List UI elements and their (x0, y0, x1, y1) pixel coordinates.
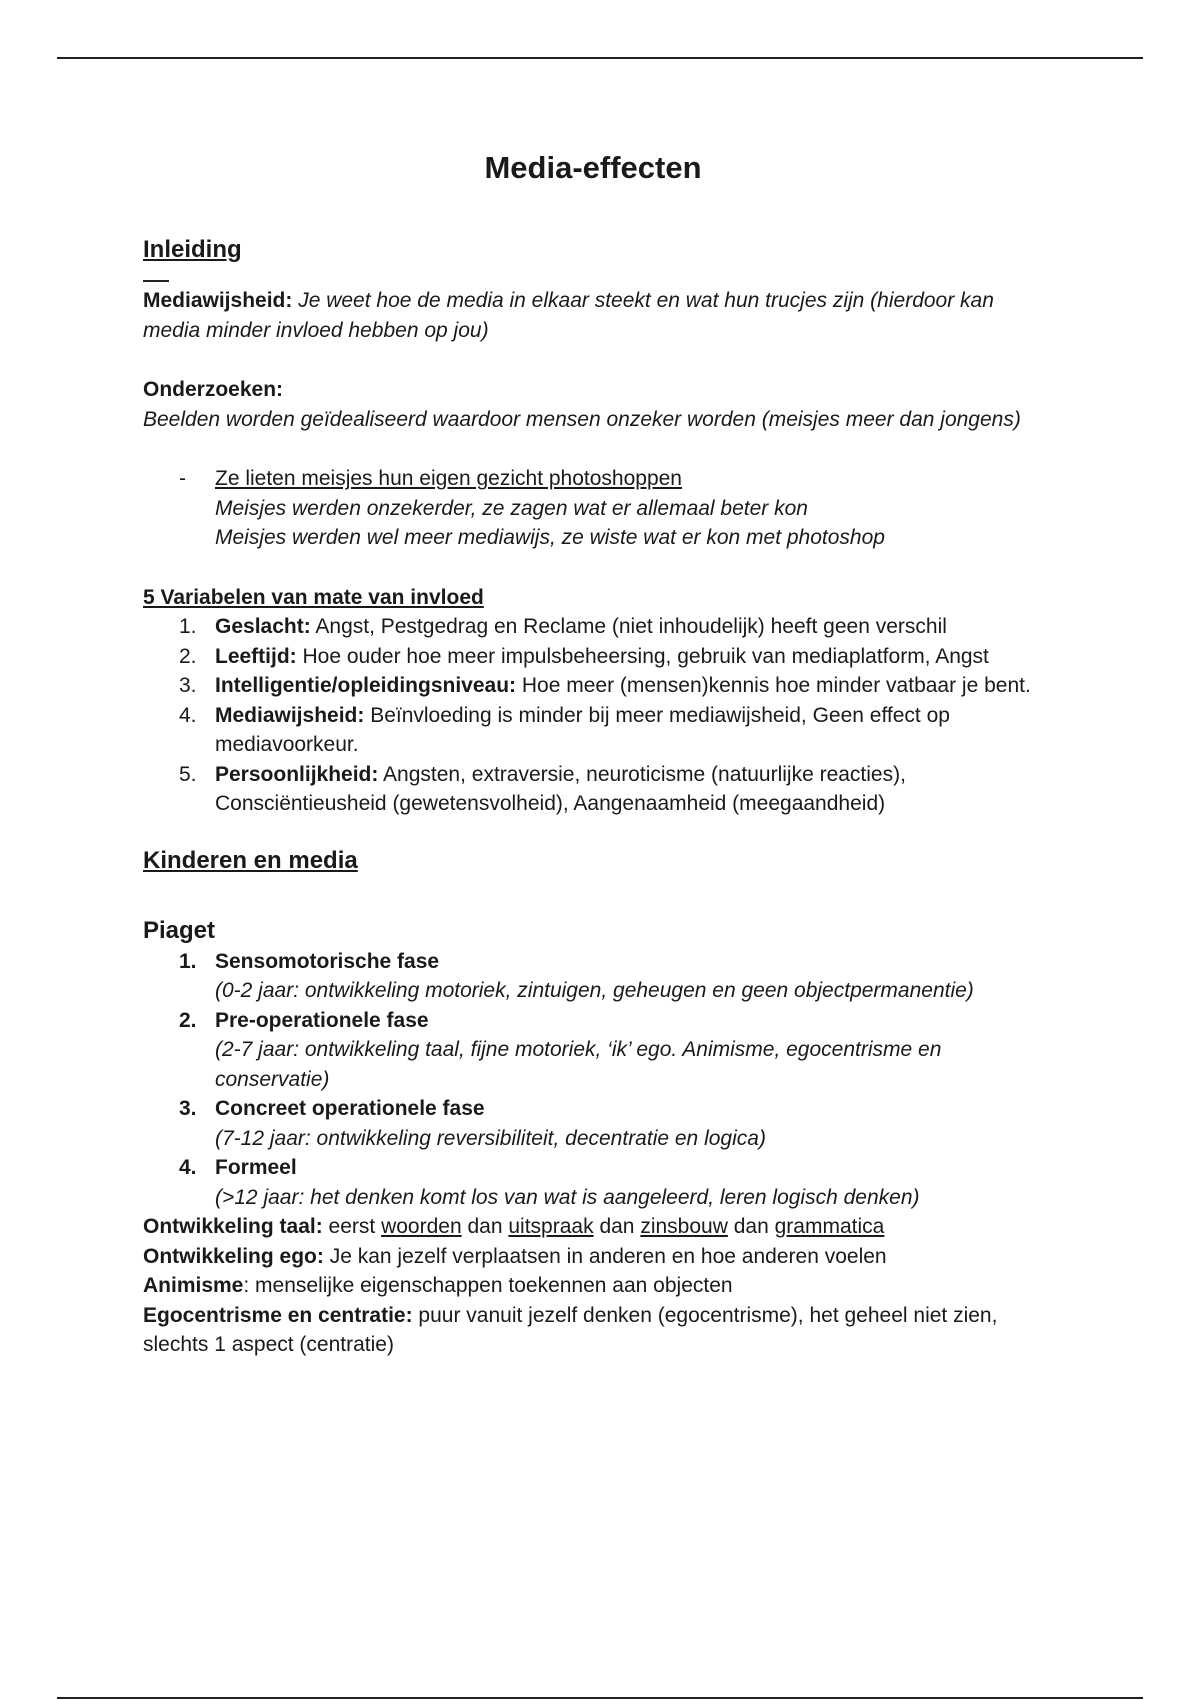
bullet-title: Ze lieten meisjes hun eigen gezicht photoshoppen (215, 467, 682, 490)
page-title: Media-effecten (484, 150, 702, 185)
list-item: 1. Sensomotorische fase (0-2 jaar: ontwikkeling motoriek, zintuigen, geheugen en geen objectpermanentie) (179, 949, 974, 1002)
list-item: 2. Leeftijd: Hoe ouder hoe meer impulsbeheersing, gebruik van mediaplatform, Angst (179, 644, 989, 668)
variabelen-list (143, 612, 1043, 819)
short-dash (143, 280, 169, 282)
egocentrisme-paragraph: Egocentrisme en centratie: puur vanuit jezelf denken (egocentrisme), het geheel niet zien, slechts 1 aspect (centratie) (143, 1303, 998, 1356)
heading-inleiding: Inleiding (143, 236, 242, 263)
list-item: 5. Persoonlijkheid: Angsten, extraversie, neuroticisme (natuurlijke reacties), Consciëntieusheid (gewetensvolheid), Aangenaamheid (meegaandheid) (179, 762, 906, 815)
heading-piaget: Piaget (143, 916, 216, 944)
bullet-line: Meisjes werden wel meer mediawijs, ze wiste wat er kon met photoshop (215, 526, 885, 549)
list-item: 4. Formeel (>12 jaar: het denken komt los van wat is aangeleerd, leren logisch denken) (179, 1156, 920, 1209)
piaget-list (143, 947, 1043, 1213)
onderzoeken-text: Beelden worden geïdealiseerd waardoor mensen onzeker worden (meisjes meer dan jongens) (143, 407, 1021, 431)
heading-variabelen: 5 Variabelen van mate van invloed (143, 585, 484, 609)
bullet-line: Meisjes werden onzekerder, ze zagen wat er allemaal beter kon (215, 496, 808, 520)
bullet-dash: - (179, 467, 186, 490)
list-item: 2. Pre-operationele fase (2-7 jaar: ontwikkeling taal, fijne motoriek, ‘ik’ ego. Animisme, egocentrisme en conservatie) (179, 1008, 942, 1091)
onderzoeken-label: Onderzoeken: (143, 378, 284, 401)
top-rule (57, 57, 1143, 59)
ego-paragraph: Ontwikkeling ego: Je kan jezelf verplaatsen in anderen en hoe anderen voelen (143, 1244, 887, 1268)
animisme-paragraph: Animisme: menselijke eigenschappen toekennen aan objecten (143, 1274, 733, 1297)
heading-kinderen: Kinderen en media (143, 846, 358, 874)
mediawijsheid-label: Mediawijsheid: (143, 289, 293, 312)
list-item: 4. Mediawijsheid: Beïnvloeding is minder bij meer mediawijsheid, Geen effect op mediavoorkeur. (179, 703, 950, 756)
mediawijsheid-paragraph (143, 286, 1043, 345)
list-item: 1. Geslacht: Angst, Pestgedrag en Reclame (niet inhoudelijk) heeft geen verschil (179, 615, 947, 638)
mediawijsheid-text: Je weet hoe de media in elkaar steekt en wat hun trucjes zijn (hierdoor kan media minder invloed hebben op jou) (143, 289, 994, 342)
taal-paragraph: Ontwikkeling taal: eerst woorden dan uitspraak dan zinsbouw dan grammatica (143, 1215, 885, 1238)
bottom-rule (57, 1697, 1143, 1699)
list-item: 3. Concreet operationele fase (7-12 jaar: ontwikkeling reversibiliteit, decentratie en logica) (179, 1097, 766, 1150)
list-item (179, 464, 1043, 553)
list-item: 3. Intelligentie/opleidingsniveau: Hoe meer (mensen)kennis hoe minder vatbaar je bent. (179, 674, 1031, 697)
document-page (143, 140, 1043, 1360)
